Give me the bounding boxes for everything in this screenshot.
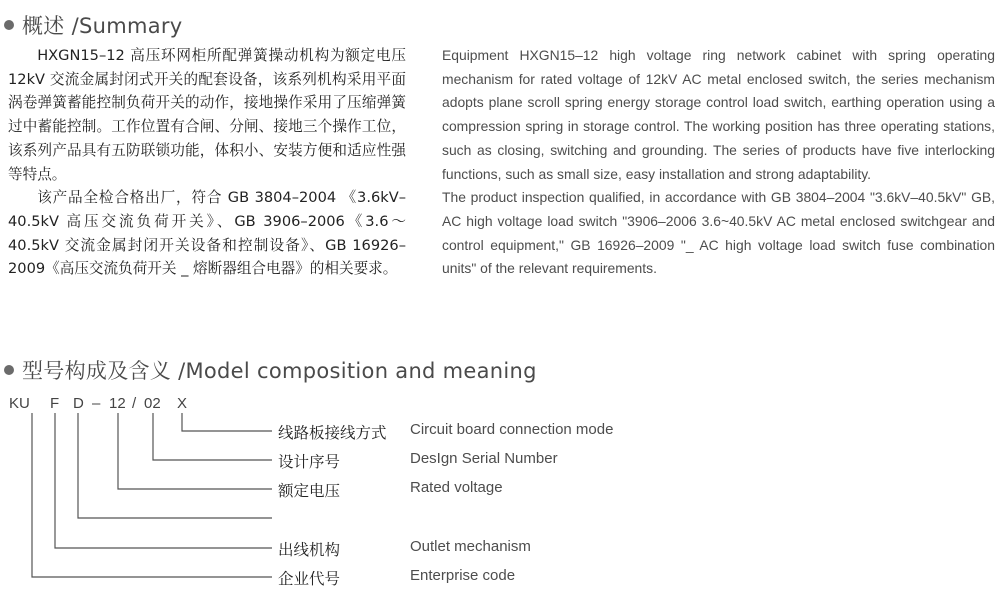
code-part-slash: /	[132, 395, 137, 412]
model-title-text: 型号构成及含义 /Model composition and meaning	[22, 359, 537, 383]
meaning-en-serial-number: DesIgn Serial Number	[410, 450, 558, 467]
summary-zh-paragraph-1: HXGN15–12 高压环网柜所配弹簧操动机构为额定电压 12kV 交流金属封闭式开关的配套设备，该系列机构采用平面涡卷弹簧蓄能控制负荷开关的动作，接地操作采用了压缩弹簧过中蓄能控制。工作位置有合闸、分闸、接地三个操作工位，该系列产品具有五防联锁功能，体积小、安装方便和适应性强等特点。	[8, 47, 406, 183]
meaning-en-enterprise-code: Enterprise code	[410, 567, 516, 584]
summary-en-paragraph-2: The product inspection qualified, in accordance with GB 3804–2004 "3.6kV–40.5kV" GB, AC high voltage load switch "3906–2006 3.6~40.5kV AC metal enclosed switchgear and control equipment," GB 16926–2009 "_ AC high voltage load switch fuse combination units" of the relevant requirements.	[442, 189, 995, 277]
code-part-02: 02	[144, 395, 161, 412]
summary-zh-paragraph-2: 该产品全检合格出厂，符合 GB 3804–2004 《3.6kV–40.5kV 高压交流负荷开关》、GB 3906–2006《3.6～40.5kV 交流金属封闭开关设备和控制设备》、GB 16926–2009《高压交流负荷开关 _ 熔断器组合电器》的相关要求。	[8, 189, 406, 278]
leader-line-ku	[32, 413, 272, 577]
meaning-en-connection-mode: Circuit board connection mode	[410, 421, 614, 438]
code-part-x: X	[177, 395, 188, 412]
meaning-zh-enterprise-code: 企业代号	[278, 570, 341, 588]
summary-en-paragraph-1: Equipment HXGN15–12 high voltage ring network cabinet with spring operating mechanism for rated voltage of 12kV AC metal enclosed switch, the series mechanism adopts plane scroll spring energy storage control load switch, earthing operation using a compression spring in storage control. The working position has three operating stations, such as closing, switching and grounding. The series of products have five interlocking functions, such as small size, easy installation and strong adaptability.	[442, 47, 995, 182]
leader-line-02	[153, 413, 272, 460]
summary-title-text: 概述 /Summary	[22, 14, 183, 38]
meaning-en-outlet-mechanism: Outlet mechanism	[410, 538, 531, 555]
leader-line-f	[55, 413, 272, 548]
code-part-ku: KU	[9, 395, 30, 412]
meaning-zh-outlet-mechanism: 出线机构	[278, 541, 341, 559]
code-part-12: 12	[109, 395, 126, 412]
meaning-en-rated-voltage: Rated voltage	[410, 479, 503, 496]
meaning-zh-rated-voltage: 额定电压	[278, 482, 341, 500]
leader-line-12	[118, 413, 272, 489]
leader-line-d	[78, 413, 272, 518]
code-part-f: F	[50, 395, 60, 412]
meaning-zh-serial-number: 设计序号	[278, 453, 341, 471]
meaning-zh-connection-mode: 线路板接线方式	[278, 424, 387, 442]
code-part-dash: –	[92, 395, 101, 412]
code-part-d: D	[73, 395, 84, 412]
leader-line-x	[182, 413, 272, 431]
